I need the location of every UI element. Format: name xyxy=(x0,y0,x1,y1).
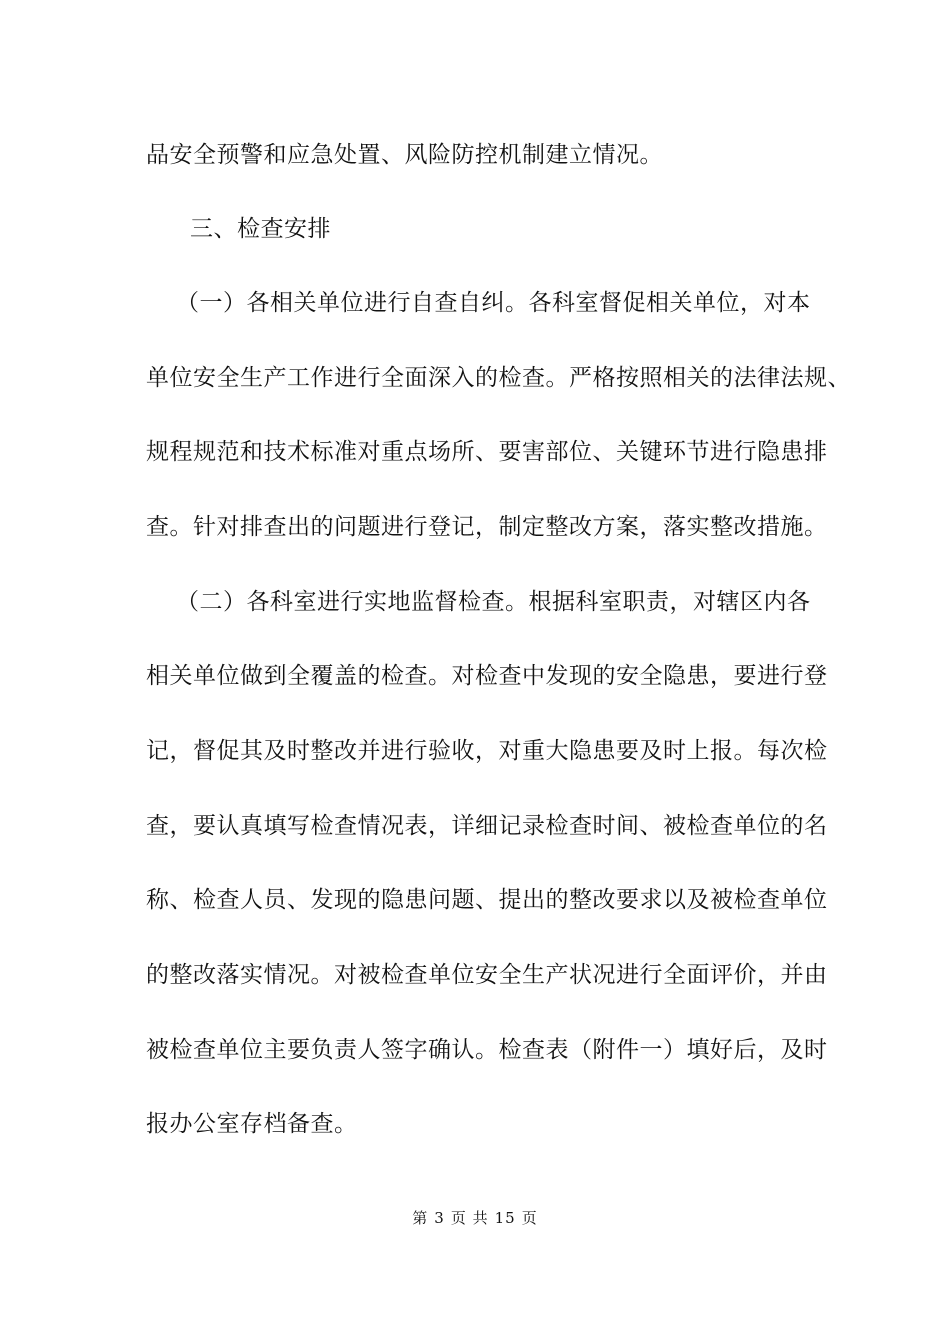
current-page-number: 3 xyxy=(434,1209,445,1227)
footer-prefix: 第 xyxy=(412,1209,429,1227)
paragraph-line-14: 报办公室存档备查。 xyxy=(146,1111,358,1137)
footer-mid: 页 共 xyxy=(450,1209,489,1227)
page-footer xyxy=(0,1208,950,1228)
section-heading: 三、检查安排 xyxy=(190,216,331,242)
paragraph-line-10: 查，要认真填写检查情况表，详细记录检查时间、被检查单位的名 xyxy=(146,813,828,839)
paragraph-line-9: 记，督促其及时整改并进行验收，对重大隐患要及时上报。每次检 xyxy=(146,738,828,764)
total-pages-number: 15 xyxy=(494,1209,516,1227)
paragraph-line-1: 品安全预警和应急处置、风险防控机制建立情况。 xyxy=(146,142,663,168)
paragraph-line-11: 称、检查人员、发现的隐患问题、提出的整改要求以及被检查单位 xyxy=(146,887,828,913)
footer-suffix: 页 xyxy=(521,1209,538,1227)
paragraph-line-8: 相关单位做到全覆盖的检查。对检查中发现的安全隐患，要进行登 xyxy=(146,663,828,689)
paragraph-line-5: 规程规范和技术标准对重点场所、要害部位、关键环节进行隐患排 xyxy=(146,439,828,465)
paragraph-line-7: （二）各科室进行实地监督检查。根据科室职责，对辖区内各 xyxy=(176,589,811,615)
paragraph-line-12: 的整改落实情况。对被检查单位安全生产状况进行全面评价，并由 xyxy=(146,962,828,988)
paragraph-line-13: 被检查单位主要负责人签字确认。检查表（附件一）填好后，及时 xyxy=(146,1037,828,1063)
paragraph-line-3: （一）各相关单位进行自查自纠。各科室督促相关单位，对本 xyxy=(176,290,811,316)
paragraph-line-6: 查。针对排查出的问题进行登记，制定整改方案，落实整改措施。 xyxy=(146,514,828,540)
paragraph-line-4: 单位安全生产工作进行全面深入的检查。严格按照相关的法律法规、 xyxy=(146,365,851,391)
